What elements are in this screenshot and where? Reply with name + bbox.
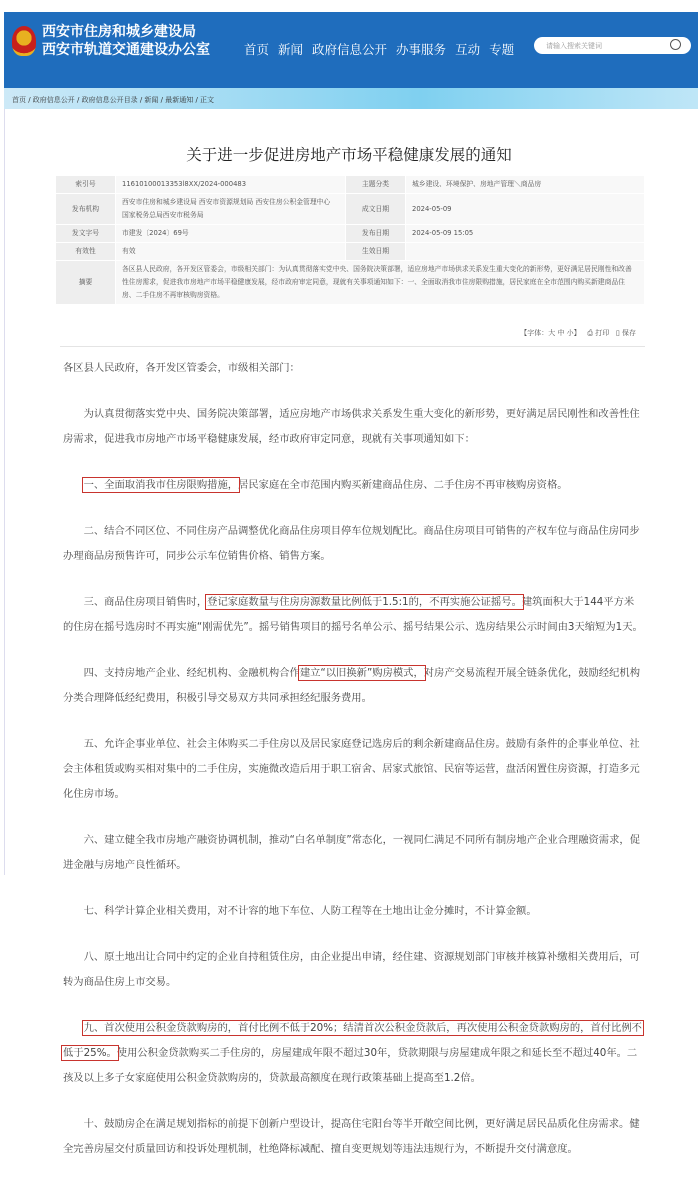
- meta-label: 发文字号: [56, 225, 116, 243]
- highlight-box: 建立“以旧换新”购房模式，: [299, 667, 424, 679]
- highlight-box: 九、首次使用公积金贷款购房的，首付比例不低于20%；结清首次公积金贷款后，再次使用公积金贷款购房的，首付比例不低于25%。: [63, 1022, 642, 1059]
- meta-pub-date: 2024-05-09 15:05: [406, 225, 645, 243]
- meta-label: 生效日期: [346, 243, 406, 261]
- meta-label: 主题分类: [346, 176, 406, 194]
- nav-topics[interactable]: 专题: [489, 42, 515, 57]
- meta-issuer: 西安市住房和城乡建设局 西安市资源规划局 西安住房公积金管理中心 国家税务总局西安市税务局: [116, 194, 346, 225]
- national-emblem-icon: [12, 26, 36, 56]
- salutation: 各区县人民政府，各开发区管委会，市级相关部门：: [63, 362, 300, 374]
- meta-label: 发布机构: [56, 194, 116, 225]
- meta-label: 成文日期: [346, 194, 406, 225]
- paragraph-9: [63, 1016, 643, 1091]
- metadata-table: [55, 175, 645, 305]
- nav-news[interactable]: 新闻: [278, 42, 304, 57]
- search-input[interactable]: [534, 37, 691, 54]
- text: 使用公积金贷款购买二手住房的，房屋建成年限不超过30年，贷款期限与房屋建成年限之和延长至不超过40年。二孩及以上多子女家庭使用公积金贷款购房的，贷款最高额度在现行政策基础上提高至1.2倍。: [63, 1047, 638, 1084]
- site-name[interactable]: [42, 23, 210, 59]
- paragraph-7: 七、科学计算企业相关费用，对不计容的地下车位、人防工程等在土地出让金分摊时，不计算金额。: [83, 905, 537, 917]
- divider: [60, 346, 645, 347]
- meta-label: 摘要: [56, 261, 116, 305]
- paragraph-5: 五、允许企事业单位、社会主体购买二手住房以及居民家庭登记选房后的剩余新建商品住房。鼓励有条件的企事业单位、社会主体租赁或购买相对集中的二手住房，实施微改造后用于职工宿舍、居家式旅馆、民宿等运营，盘活闲置住房资源，打造多元化住房市场。: [63, 738, 640, 800]
- paragraph-4: [63, 661, 643, 711]
- meta-index: 11610100013353l8XX/2024-000483: [116, 176, 346, 194]
- paragraph-8: 八、原土地出让合同中约定的企业自持租赁住房，由企业提出申请，经住建、资源规划部门审核并核算补缴相关费用后，可转为商品住房上市交易。: [63, 951, 640, 988]
- text: 四、支持房地产企业、经纪机构、金融机构合作: [83, 667, 300, 679]
- meta-docno: 市建发〔2024〕69号: [116, 225, 346, 243]
- article-tools: [520, 328, 636, 338]
- main-nav: [244, 40, 514, 58]
- page-title: 关于进一步促进房地产市场平稳健康发展的通知: [186, 146, 512, 164]
- site-name-line2: 西安市轨道交通建设办公室: [42, 42, 210, 58]
- article-body: [63, 356, 643, 1183]
- paragraph-2: 二、结合不同区位、不同住房产品调整优化商品住房项目停车位规划配比。商品住房项目可销售的产权车位与商品住房同步办理商品房预售许可，同步公示车位销售价格、销售方案。: [63, 525, 640, 562]
- nav-home[interactable]: 首页: [244, 42, 270, 57]
- paragraph-6: 六、建立健全我市房地产融资协调机制，推动“白名单制度”常态化，一视同仁满足不同所有制房地产企业合理融资需求，促进金融与房地产良性循环。: [63, 834, 640, 871]
- nav-gov-info[interactable]: 政府信息公开: [312, 42, 388, 57]
- meta-label: 索引号: [56, 176, 116, 194]
- meta-summary: 各区县人民政府，各开发区管委会，市级相关部门：为认真贯彻落实党中央、国务院决策部署，适应房地产市场供求关系发生重大变化的新形势，更好满足居民刚性和改善性住房需求，促进我市房地产市场平稳健康发展，经市政府审定同意，现就有关事项通知如下：一、全面取消我市住房限购措施，居民家庭在全市范围内购买新建商品住房、二手住房不再审核购房资格。: [116, 261, 645, 305]
- text: 建筑面积大于144平方米的住房在摇号选房时不再实施“刚需优先”。摇号销售项目的摇号名单公示、摇号结果公示、选房结果公示时间由3天缩短为1天。: [63, 596, 643, 633]
- save-button[interactable]: 保存: [622, 329, 636, 337]
- paragraph-1: [63, 473, 643, 498]
- search-icon[interactable]: [670, 39, 681, 50]
- print-icon[interactable]: ⎙: [587, 329, 593, 337]
- font-size-control[interactable]: 【字体：大 中 小】: [520, 329, 581, 337]
- site-header: [4, 12, 698, 88]
- breadcrumb[interactable]: 首页 / 政府信息公开 / 政府信息公开目录 / 新闻 / 最新通知 / 正文: [4, 88, 698, 109]
- meta-label: 有效性: [56, 243, 116, 261]
- text: 对房产交易流程开展全链条优化，鼓励经纪机构分类合理降低经纪费用，积极引导交易双方共同承担经纪服务费用。: [63, 667, 640, 704]
- save-icon[interactable]: ▯: [615, 329, 620, 337]
- meta-effective-date: [406, 243, 645, 261]
- paragraph-3: [63, 590, 643, 640]
- print-button[interactable]: 打印: [595, 329, 610, 337]
- text: 三、商品住房项目销售时，: [83, 596, 208, 608]
- highlight-box: 登记家庭数量与住房房源数量比例低于1.5:1的，不再实施公证摇号。: [207, 596, 522, 608]
- paragraph-10: 十、鼓励房企在满足规划指标的前提下创新户型设计，提高住宅阳台等半开敞空间比例，更好满足居民品质化住房需求。健全完善房屋交付质量回访和投诉处理机制，杜绝降标减配、擅自变更规划等违法违规行为，不断提升交付满意度。: [63, 1118, 640, 1155]
- meta-topic: 城乡建设、环境保护、房地产管理＼商品房: [406, 176, 645, 194]
- site-name-line1: 西安市住房和城乡建设局: [42, 24, 196, 40]
- meta-written-date: 2024-05-09: [406, 194, 645, 225]
- highlight-box: 一、全面取消我市住房限购措施，: [83, 479, 239, 491]
- nav-interaction[interactable]: 互动: [455, 42, 481, 57]
- paragraph-intro: 为认真贯彻落实党中央、国务院决策部署，适应房地产市场供求关系发生重大变化的新形势，更好满足居民刚性和改善性住房需求，促进我市房地产市场平稳健康发展，经市政府审定同意，现就有关事项通知如下：: [63, 408, 640, 445]
- search-placeholder: 请输入搜索关键词: [546, 42, 602, 50]
- meta-label: 发布日期: [346, 225, 406, 243]
- meta-validity: 有效: [116, 243, 346, 261]
- nav-services[interactable]: 办事服务: [396, 42, 447, 57]
- text: 居民家庭在全市范围内购买新建商品住房、二手住房不再审核购房资格。: [238, 479, 568, 491]
